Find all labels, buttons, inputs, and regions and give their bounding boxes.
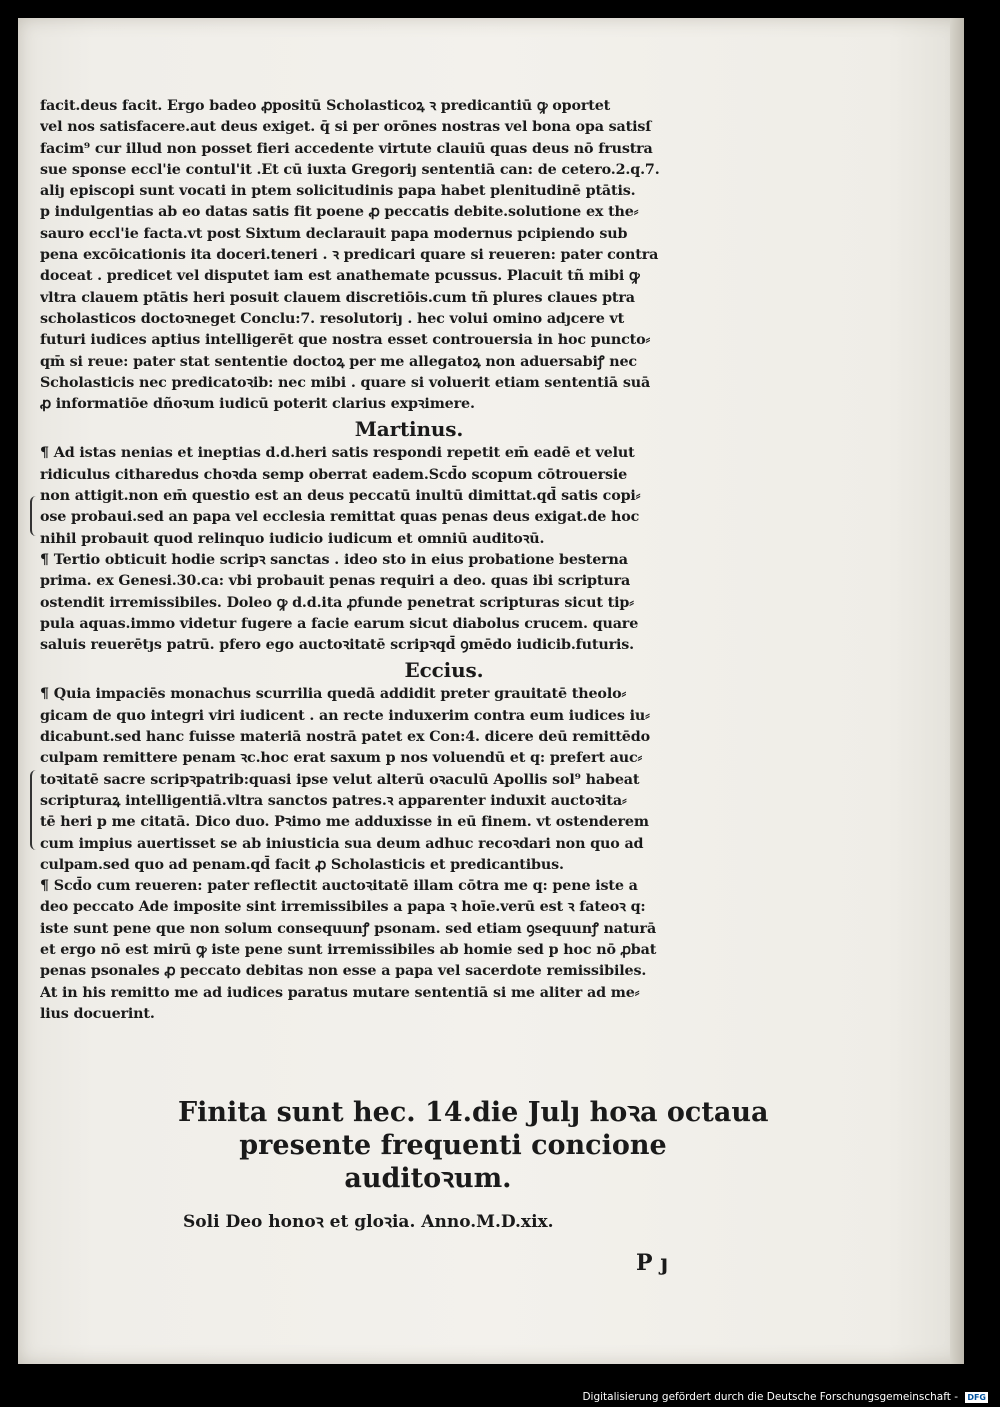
text-line: ¶ Scd̄o cum reueren: pater reflectit auctoꝛitatē illam cōtra me q: pene iste a — [40, 878, 638, 895]
text-line: ¶ Tertio obticuit hodie scripꝛ sanctas . ideo sto in eius probatione besterna — [40, 551, 628, 568]
colophon — [138, 1096, 769, 1195]
text-line: culpam remittere penam ꝛc.hoc erat saxum p nos voluendū et q: prefert auc⸗ — [40, 750, 643, 767]
colophon-line: auditoꝛum. — [344, 1163, 512, 1194]
text-line: cum impius auertisset se ab iniusticia sua deum adhuc recoꝛdari non quo ad — [40, 835, 644, 852]
text-line: et ergo nō est mirū ꝙ iste pene sunt irremissibiles ab homie sed p hoc nō ꝓbat — [40, 941, 657, 958]
text-line: At in his remitto me ad iudices paratus mutare sententiā si me aliter ad me⸗ — [40, 984, 640, 1001]
page-edge — [950, 18, 964, 1364]
scan-frame — [10, 12, 968, 1370]
speaker-heading: Martinus. — [354, 417, 464, 442]
text-line: nihil probauit quod relinquo iudicio iudicum et omniū auditoꝛū. — [40, 530, 545, 547]
text-line: sue sponse eccl'ie contul'it .Et cū iuxta Gregoriȷ sententiā can: de cetero.2.q.7. — [40, 161, 660, 178]
text-line: facit.deus facit. Ergo badeo ꝓpositū Scholasticoꝝ ꝛ predicantiū ꝙ oportet — [40, 98, 611, 114]
text-line: doceat . predicet vel disputet iam est anathemate pcussus. Placuit tñ mibi ꝙ — [40, 268, 640, 285]
text-line: ridiculus citharedus choꝛda semp oberrat eadem.Scd̄o scopum cōtrouersie — [40, 466, 628, 483]
text-line: ostendit irremissibiles. Doleo ꝙ d.d.ita ꝓfunde penetrat scripturas sicut tip⸗ — [40, 594, 634, 611]
text-line: penas psonales ꝓ peccato debitas non esse a papa vel sacerdote remissibiles. — [40, 963, 647, 980]
text-line: prima. ex Genesi.30.ca: vbi probauit penas requiri a deo. quas ibi scriptura — [40, 573, 631, 590]
margin-bracket — [30, 496, 38, 536]
dfg-logo: DFG — [967, 1392, 986, 1402]
credit-text: Digitalisierung gefördert durch die Deutsche Forschungsgemeinschaft - — [582, 1391, 958, 1403]
body-text — [40, 96, 758, 1025]
text-line: ꝓ informatiōe dñoꝛum iudicū poterit clarius expꝛimere. — [40, 396, 475, 413]
text-line: pena excōicationis ita doceri.teneri . ꝛ predicari quare si reueren: pater contra — [40, 247, 659, 264]
text-line: culpam.sed quo ad penam.qd̄ facit ꝓ Scholasticis et predicantibus. — [40, 856, 564, 873]
digitization-credit — [582, 1391, 988, 1403]
text-line: qm̄ si reue: pater stat sententie doctoꝝ per me allegatoꝝ non aduersabiꝭ nec — [40, 353, 637, 370]
text-line: ¶ Ad istas nenias et ineptias d.d.heri satis respondi repetit em̄ eadē et velut — [40, 445, 635, 462]
text-line: non attigit.non em̄ questio est an deus peccatū inultū dimittat.qd̄ satis copi⸗ — [40, 488, 641, 505]
colophon-line: Finita sunt hec. 14.die Julȷ hoꝛa octaua — [178, 1097, 769, 1128]
text-line: futuri iudices aptius intelligerēt que nostra esset controuersia in hoc puncto⸗ — [40, 332, 651, 349]
text-line: tē heri p me citatā. Dico duo. Pꝛimo me adduxisse in eū finem. vt ostenderem — [40, 814, 649, 831]
text-line: saluis reuerētȷs patrū. pfero ego auctoꝛitatē scripꝛqd̄ ꝯmēdo iudicib.futuris. — [40, 637, 634, 654]
margin-bracket — [30, 770, 38, 850]
signature-mark: P ȷ — [636, 1250, 669, 1276]
text-line: scholasticos doctoꝛneget Conclu:7. resolutoriȷ . hec volui omino adȷcere vt — [40, 310, 625, 327]
text-line: p indulgentias ab eo datas satis fit poene ꝓ peccatis debite.solutione ex the⸗ — [40, 204, 639, 221]
text-line: toꝛitatē sacre scripꝛpatrib:quasi ipse velut alterū oꝛaculū Apollis sol⁹ habeat — [40, 771, 640, 788]
closing-line: Soli Deo honoꝛ et gloꝛia. Anno.M.D.xix. — [183, 1212, 554, 1232]
text-line: aliȷ episcopi sunt vocati in ptem solicitudinis papa habet plenitudinē ptātis. — [40, 183, 636, 200]
speaker-heading: Eccius. — [404, 658, 484, 683]
book-page — [18, 18, 964, 1364]
text-line: ose probaui.sed an papa vel ecclesia remittat quas penas deus exigat.de hoc — [40, 509, 640, 526]
text-line: gicam de quo integri viri iudicent . an recte induxerim contra eum iudices iu⸗ — [40, 707, 650, 724]
text-line: vltra clauem ptātis heri posuit clauem discretiōis.cum tñ plures claues ptra — [40, 289, 635, 306]
text-line: iste sunt pene que non solum consequunꝭ psonam. sed etiam ꝯsequunꝭ naturā — [40, 920, 657, 937]
text-line: pula aquas.immo videtur fugere a facie earum sicut diabolus crucem. quare — [40, 615, 639, 632]
text-line: sauro eccl'ie facta.vt post Sixtum declarauit papa modernus pcipiendo sub — [40, 225, 628, 242]
text-line: facim⁹ cur illud non posset fieri accedente virtute clauiū quas deus nō frustra — [40, 140, 653, 157]
text-line: lius docuerint. — [40, 1005, 155, 1022]
text-line: vel nos satisfacere.aut deus exiget. q̄ si per orōnes nostras vel bona opa satisſ — [40, 119, 652, 136]
text-line: scripturaꝝ intelligentiā.vltra sanctos patres.ꝛ apparenter induxit auctoꝛita⸗ — [40, 792, 627, 809]
text-line: Scholasticis nec predicatoꝛib: nec mibi . quare si voluerit etiam sententiā suā — [40, 374, 651, 391]
colophon-line: presente frequenti concione — [239, 1130, 667, 1161]
text-line: ¶ Quia impaciēs monachus scurrilia quedā addidit preter grauitatē theolo⸗ — [40, 686, 627, 703]
text-line: dicabunt.sed hanc fuisse materiā nostrā patet ex Con:4. dicere deū remittēdo — [40, 729, 650, 746]
text-line: deo peccato Ade imposite sint irremissibiles a papa ꝛ hoīe.verū est ꝛ fateoꝛ q: — [40, 899, 646, 916]
